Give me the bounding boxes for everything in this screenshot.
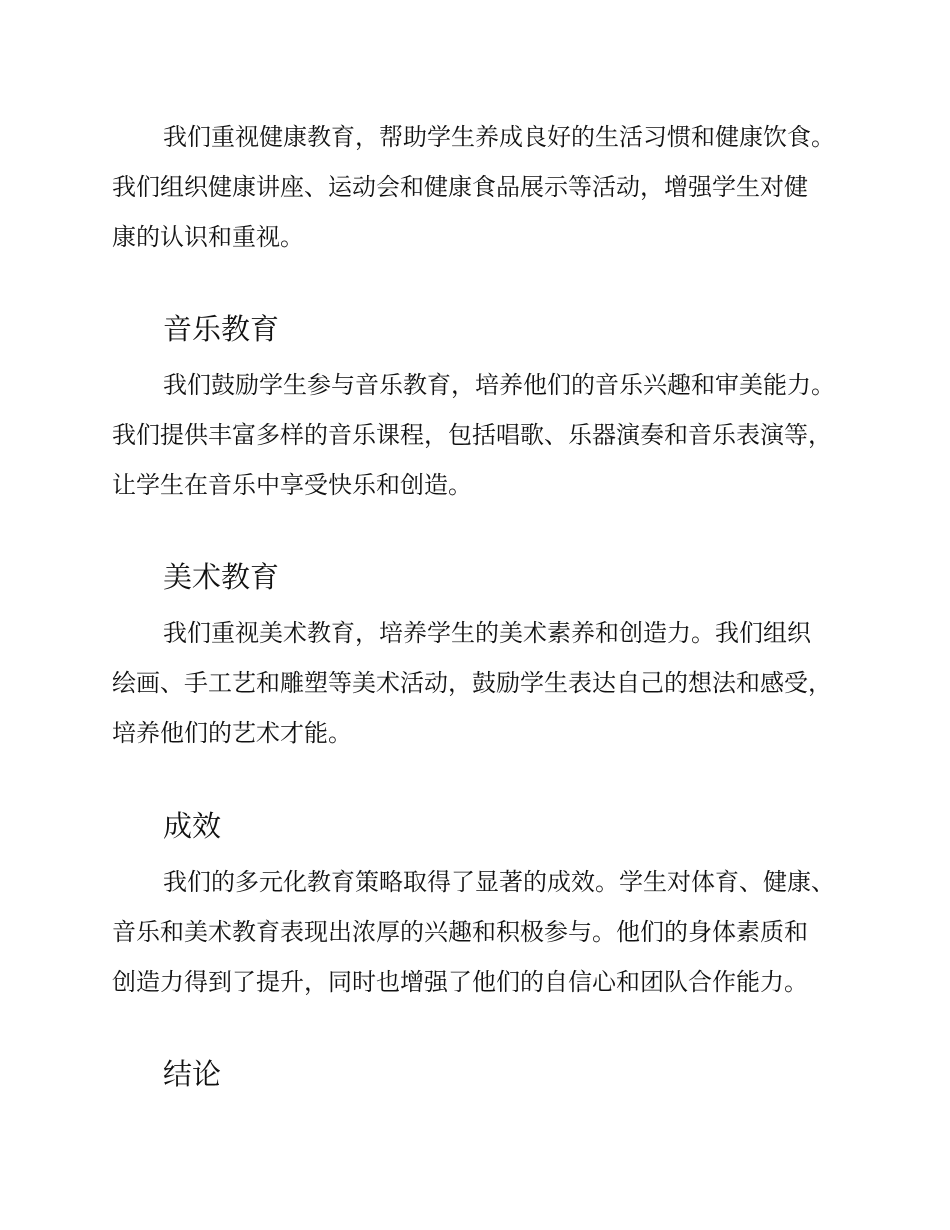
section-heading: 成效 — [163, 809, 222, 843]
paragraph-line: 我们提供丰富多样的音乐课程，包括唱歌、乐器演奏和音乐表演等， — [112, 421, 832, 449]
paragraph-line: 我们组织健康讲座、运动会和健康食品展示等活动，增强学生对健 — [112, 173, 808, 201]
paragraph-line: 我们重视美术教育，培养学生的美术素养和创造力。我们组织 — [163, 619, 811, 647]
paragraph-line: 创造力得到了提升，同时也增强了他们的自信心和团队合作能力。 — [112, 968, 808, 996]
paragraph-line: 我们的多元化教育策略取得了显著的成效。学生对体育、健康、 — [163, 868, 835, 896]
paragraph-line: 我们鼓励学生参与音乐教育，培养他们的音乐兴趣和审美能力。 — [163, 371, 835, 399]
paragraph-line: 绘画、手工艺和雕塑等美术活动，鼓励学生表达自己的想法和感受， — [112, 669, 832, 697]
paragraph-line: 让学生在音乐中享受快乐和创造。 — [112, 471, 472, 499]
paragraph-line: 培养他们的艺术才能。 — [112, 719, 352, 747]
section-heading: 美术教育 — [163, 560, 280, 594]
paragraph-line: 我们重视健康教育，帮助学生养成良好的生活习惯和健康饮食。 — [163, 123, 835, 151]
section-heading: 结论 — [163, 1057, 222, 1091]
section-heading: 音乐教育 — [163, 312, 280, 346]
paragraph-line: 音乐和美术教育表现出浓厚的兴趣和积极参与。他们的身体素质和 — [112, 918, 808, 946]
paragraph-line: 康的认识和重视。 — [112, 223, 304, 251]
